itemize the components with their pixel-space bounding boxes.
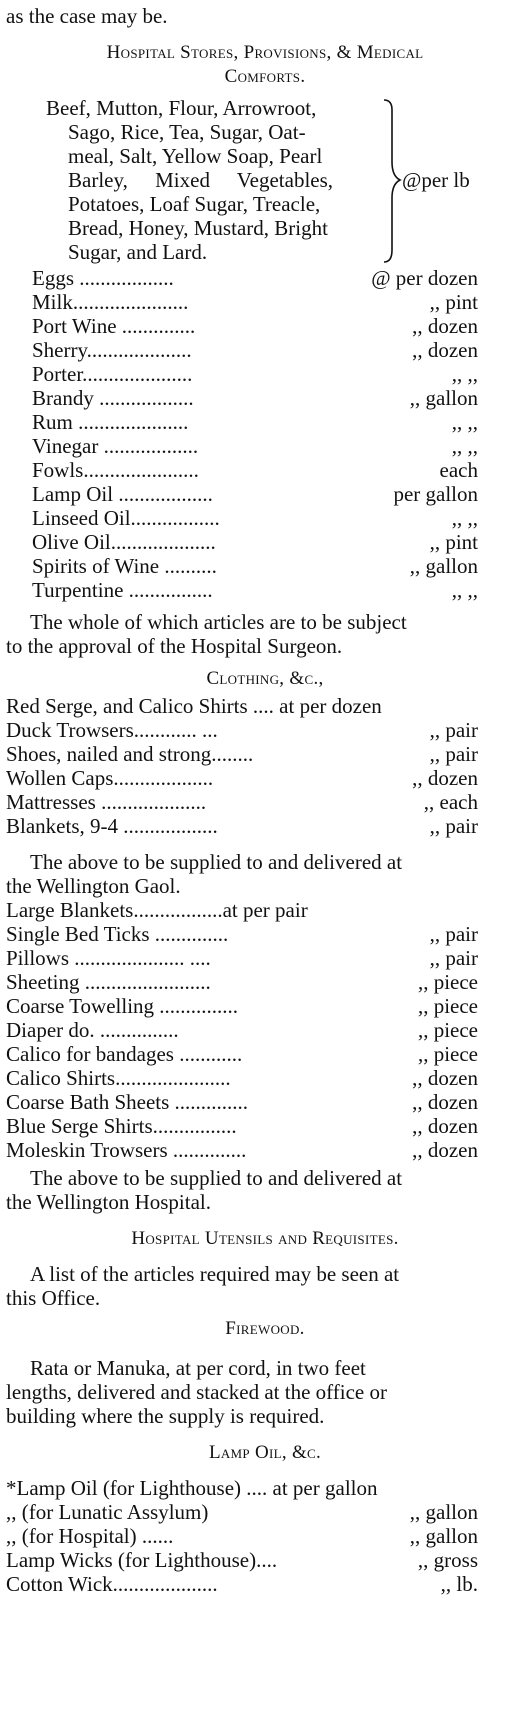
item-name: Fowls...................... bbox=[32, 458, 199, 482]
grouped-line: Sago, Rice, Tea, Sugar, Oat- bbox=[68, 120, 306, 144]
item-unit: ,, dozen bbox=[412, 1066, 478, 1090]
item-unit: ,, pair bbox=[429, 742, 478, 766]
item-name: ,, (for Hospital) ...... bbox=[6, 1524, 174, 1548]
item-unit: ,, gross bbox=[417, 1548, 478, 1572]
item-unit: ,, ,, bbox=[451, 506, 478, 530]
hospital-stores-heading-1: Hospital Stores, Provisions, & Medical bbox=[106, 42, 424, 63]
item-name: Linseed Oil................. bbox=[32, 506, 220, 530]
item-name: Red Serge, and Calico Shirts .... at per dozen bbox=[6, 694, 382, 718]
item-unit: ,, pint bbox=[429, 530, 478, 554]
item-name: Blue Serge Shirts................ bbox=[6, 1114, 237, 1138]
item-unit: ,, piece bbox=[417, 1042, 478, 1066]
stores-note-line-2: to the approval of the Hospital Surgeon. bbox=[6, 634, 343, 658]
item-unit: ,, ,, bbox=[451, 410, 478, 434]
grouped-unit: @per lb bbox=[402, 168, 470, 192]
utensils-text-line-1: A list of the articles required may be seen at bbox=[30, 1262, 400, 1286]
item-name: Vinegar .................. bbox=[32, 434, 199, 458]
item-name: Turpentine ................ bbox=[32, 578, 213, 602]
item-unit: each bbox=[439, 458, 478, 482]
item-unit: ,, pair bbox=[429, 922, 478, 946]
item-name: Mattresses .................... bbox=[6, 790, 207, 814]
item-name: Cotton Wick.................... bbox=[6, 1572, 218, 1596]
item-unit: ,, gallon bbox=[409, 554, 478, 578]
item-name: Sherry.................... bbox=[32, 338, 192, 362]
item-name: Porter..................... bbox=[32, 362, 193, 386]
utensils-text-line-2: this Office. bbox=[6, 1286, 101, 1310]
item-unit: ,, piece bbox=[417, 970, 478, 994]
clothing-heading: Clothing, &c., bbox=[206, 668, 324, 689]
utensils-heading: Hospital Utensils and Requisites. bbox=[131, 1228, 399, 1249]
item-unit: ,, pint bbox=[429, 290, 478, 314]
item-unit: ,, dozen bbox=[412, 338, 478, 362]
item-name: Pillows ..................... .... bbox=[6, 946, 211, 970]
item-unit: ,, piece bbox=[417, 1018, 478, 1042]
item-name: Calico Shirts...................... bbox=[6, 1066, 231, 1090]
item-unit: ,, each bbox=[423, 790, 478, 814]
item-name: Milk...................... bbox=[32, 290, 189, 314]
item-unit: ,, ,, bbox=[451, 434, 478, 458]
item-unit: ,, dozen bbox=[412, 1138, 478, 1162]
item-unit: ,, dozen bbox=[412, 314, 478, 338]
stores-note-line-1: The whole of which articles are to be subject bbox=[30, 610, 407, 634]
item-unit: ,, dozen bbox=[412, 766, 478, 790]
item-unit: ,, ,, bbox=[451, 362, 478, 386]
item-name: Large Blankets.................at per pair bbox=[6, 898, 308, 922]
grouped-line: Barley, Mixed Vegetables, bbox=[68, 168, 334, 192]
item-name: Sheeting ........................ bbox=[6, 970, 211, 994]
gaol-note-line-1: The above to be supplied to and delivered at bbox=[30, 850, 403, 874]
item-name: Olive Oil.................... bbox=[32, 530, 216, 554]
item-name: Port Wine .............. bbox=[32, 314, 196, 338]
item-unit: ,, dozen bbox=[412, 1090, 478, 1114]
lamp-oil-heading: Lamp Oil, &c. bbox=[208, 1442, 322, 1463]
grouped-line: Beef, Mutton, Flour, Arrowroot, bbox=[46, 96, 317, 120]
item-name: Shoes, nailed and strong........ bbox=[6, 742, 254, 766]
item-unit: ,, pair bbox=[429, 946, 478, 970]
firewood-text-line-1: Rata or Manuka, at per cord, in two feet bbox=[30, 1356, 366, 1380]
firewood-heading: Firewood. bbox=[225, 1318, 305, 1339]
item-unit: ,, ,, bbox=[451, 578, 478, 602]
item-unit: ,, gallon bbox=[409, 386, 478, 410]
item-name: Coarse Towelling ............... bbox=[6, 994, 239, 1018]
curly-brace bbox=[380, 96, 404, 266]
item-name: Diaper do. ............... bbox=[6, 1018, 179, 1042]
item-name: Blankets, 9-4 .................. bbox=[6, 814, 218, 838]
item-name: Brandy .................. bbox=[32, 386, 194, 410]
item-name: *Lamp Oil (for Lighthouse) .... at per gallon bbox=[6, 1476, 378, 1500]
grouped-line: Bread, Honey, Mustard, Bright bbox=[68, 216, 328, 240]
item-name: Lamp Wicks (for Lighthouse).... bbox=[6, 1548, 278, 1572]
item-unit: ,, pair bbox=[429, 718, 478, 742]
item-name: Wollen Caps................... bbox=[6, 766, 214, 790]
item-name: Coarse Bath Sheets .............. bbox=[6, 1090, 249, 1114]
grouped-line: meal, Salt, Yellow Soap, Pearl bbox=[68, 144, 323, 168]
grouped-line: Potatoes, Loaf Sugar, Treacle, bbox=[68, 192, 321, 216]
item-unit: ,, gallon bbox=[409, 1524, 478, 1548]
hospital-stores-heading-2: Comforts. bbox=[224, 66, 306, 87]
item-name: Moleskin Trowsers .............. bbox=[6, 1138, 247, 1162]
item-name: Duck Trowsers............ ... bbox=[6, 718, 218, 742]
item-unit: ,, lb. bbox=[440, 1572, 478, 1596]
item-name: Rum ..................... bbox=[32, 410, 189, 434]
item-unit: ,, gallon bbox=[409, 1500, 478, 1524]
item-unit: ,, dozen bbox=[412, 1114, 478, 1138]
item-name: Single Bed Ticks .............. bbox=[6, 922, 229, 946]
item-name: Spirits of Wine .......... bbox=[32, 554, 217, 578]
hospital-note-line-2: the Wellington Hospital. bbox=[6, 1190, 211, 1214]
hospital-note-line-1: The above to be supplied to and delivered at bbox=[30, 1166, 403, 1190]
gaol-note-line-2: the Wellington Gaol. bbox=[6, 874, 181, 898]
item-unit: @ per dozen bbox=[371, 266, 478, 290]
grouped-line: Sugar, and Lard. bbox=[68, 240, 208, 264]
item-name: Lamp Oil .................. bbox=[32, 482, 213, 506]
item-name: Eggs .................. bbox=[32, 266, 174, 290]
item-name: Calico for bandages ............ bbox=[6, 1042, 243, 1066]
firewood-text-line-2: lengths, delivered and stacked at the office or bbox=[6, 1380, 387, 1404]
top-text: as the case may be. bbox=[6, 4, 168, 28]
item-unit: ,, piece bbox=[417, 994, 478, 1018]
item-unit: per gallon bbox=[393, 482, 478, 506]
item-unit: ,, pair bbox=[429, 814, 478, 838]
firewood-text-line-3: building where the supply is required. bbox=[6, 1404, 325, 1428]
item-name: ,, (for Lunatic Assylum) bbox=[6, 1500, 209, 1524]
